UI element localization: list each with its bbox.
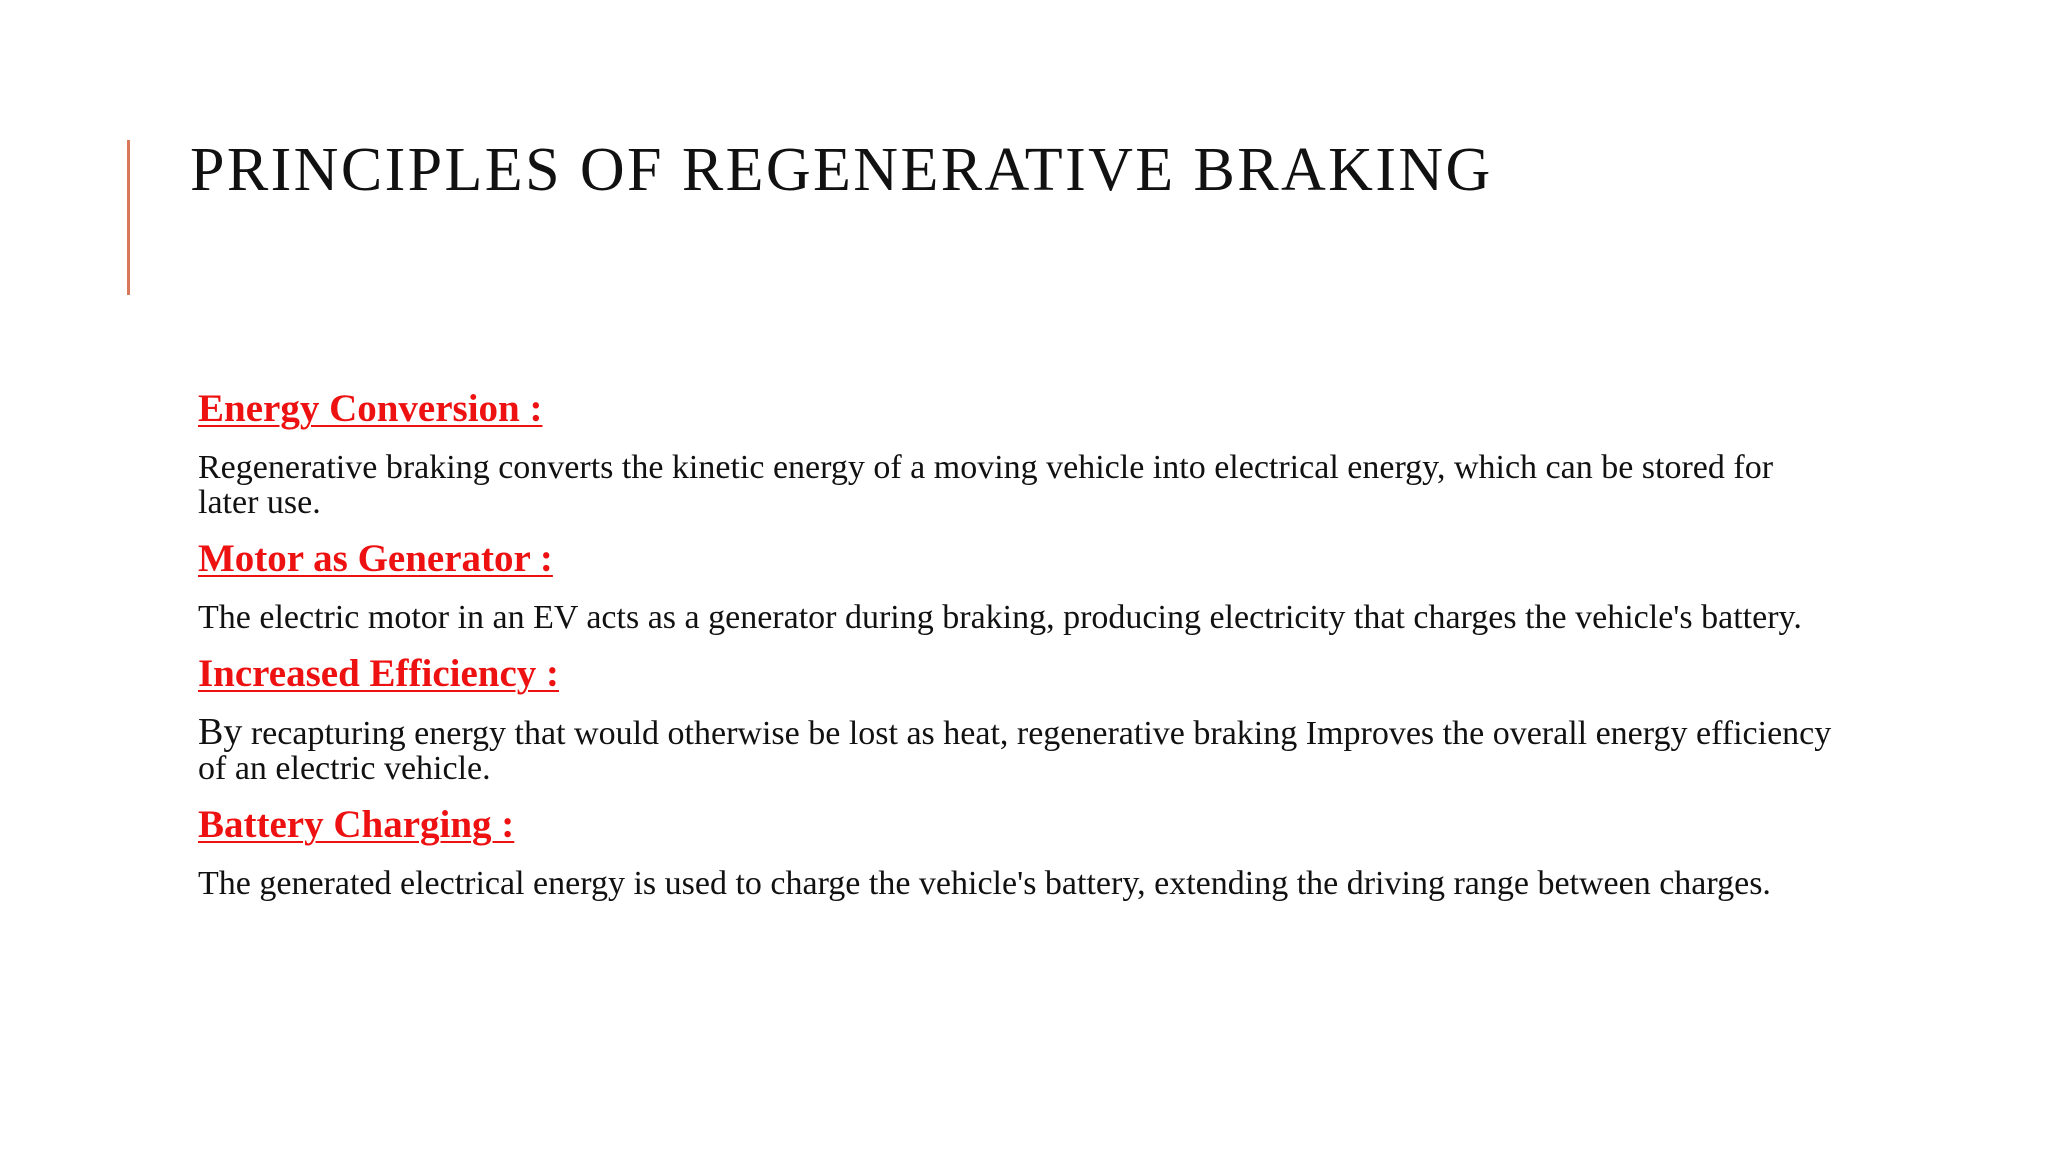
slide-title: PRINCIPLES OF REGENERATIVE BRAKING xyxy=(190,136,1493,204)
section-increased-efficiency xyxy=(198,647,1838,786)
section-body xyxy=(198,711,1838,787)
content-area xyxy=(198,382,1838,913)
section-body-lead: By xyxy=(198,711,243,753)
section-battery-charging xyxy=(198,798,1838,901)
section-body: The generated electrical energy is used to charge the vehicle's battery, extending the driving range between charges. xyxy=(198,865,1771,902)
section-heading: Increased Efficiency : xyxy=(198,652,560,695)
section-body-rest: recapturing energy that would otherwise be lost as heat, regenerative braking Improves the overall energy efficiency of an electric vehicle. xyxy=(198,715,1832,787)
section-heading: Energy Conversion : xyxy=(198,387,543,430)
section-heading: Battery Charging : xyxy=(198,803,515,846)
section-body: Regenerative braking converts the kinetic energy of a moving vehicle into electrical energy, which can be stored for later use. xyxy=(198,449,1774,521)
section-motor-as-generator xyxy=(198,532,1838,635)
title-accent-bar xyxy=(127,140,130,295)
section-heading: Motor as Generator : xyxy=(198,537,553,580)
section-body: The electric motor in an EV acts as a generator during braking, producing electricity that charges the vehicle's battery. xyxy=(198,599,1802,636)
section-energy-conversion xyxy=(198,382,1838,520)
